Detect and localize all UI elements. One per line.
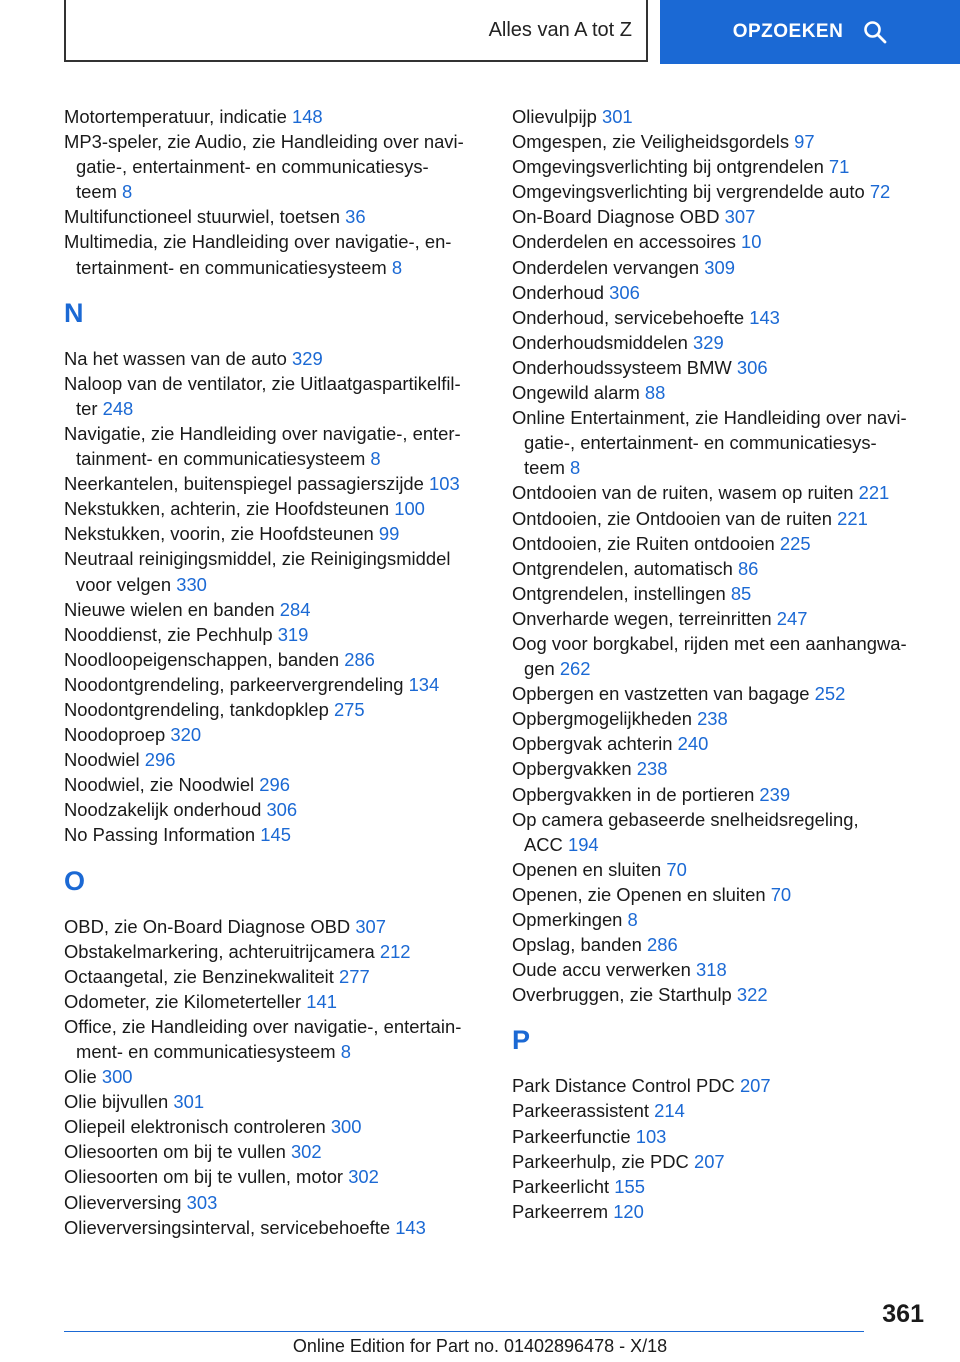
index-entry [512, 531, 932, 556]
index-entry-text: Park Distance Control PDC [512, 1075, 735, 1097]
index-entry [512, 706, 932, 731]
index-entry [64, 939, 484, 964]
tab-a-to-z[interactable] [64, 0, 648, 62]
page-reference-link[interactable]: 70 [770, 883, 792, 905]
index-entry [512, 1098, 932, 1123]
index-entry [512, 129, 932, 154]
page-reference-link[interactable]: 143 [749, 306, 780, 328]
index-entry-text: Opmerkingen [512, 909, 623, 930]
index-entry [64, 546, 484, 596]
page-reference-link[interactable]: 301 [601, 106, 633, 127]
page-reference-link[interactable]: 238 [636, 758, 668, 780]
page-reference-link[interactable]: 306 [266, 799, 298, 821]
page-reference-link[interactable]: 307 [355, 915, 387, 937]
page-reference-link[interactable]: 8 [122, 181, 133, 203]
index-entry-text: Parkeerhulp, zie PDC [512, 1150, 689, 1172]
index-entry [64, 722, 484, 747]
index-entry [512, 480, 932, 505]
page-reference-link[interactable]: 239 [759, 783, 791, 805]
page-reference-link[interactable]: 300 [330, 1116, 362, 1138]
index-entry [512, 907, 932, 932]
page-reference-link[interactable]: 277 [339, 965, 370, 987]
search-button[interactable] [660, 0, 960, 64]
index-entry [512, 556, 932, 581]
page-number: 361 [882, 1300, 924, 1328]
index-entry-text: Noodoproep [64, 724, 166, 746]
index-column-left [64, 104, 484, 1240]
index-entry-text: Naloop van de ventilator, zie Uitlaatgaspartikelfil- [64, 372, 461, 394]
page-reference-link[interactable]: 70 [666, 858, 687, 880]
index-entry-text: No Passing Information [64, 824, 256, 846]
index-entry [64, 1014, 484, 1064]
page-reference-link[interactable]: 319 [277, 623, 309, 645]
index-entry [512, 631, 932, 681]
index-entry-text: Onderhoud, servicebehoefte [512, 306, 745, 328]
index-entry [64, 229, 484, 279]
index-entry-text: Overbruggen, zie Starthulp [512, 984, 732, 1006]
index-entry [512, 882, 932, 907]
index-entry-text: ter [76, 397, 98, 419]
index-entry-text: Olieverversing [64, 1191, 182, 1213]
index-entry [512, 606, 932, 631]
index-entry-text: Noodwiel, zie Noodwiel [64, 774, 255, 796]
index-entry-text: Olievulpijp [512, 106, 597, 127]
index-entry-text: Onderhoudsmiddelen [512, 331, 688, 353]
index-entry [64, 421, 484, 471]
page-reference-link[interactable]: 284 [279, 598, 311, 620]
page-reference-link[interactable]: 88 [644, 382, 666, 404]
footer-divider [64, 1331, 864, 1332]
index-entry-text: Omgevingsverlichting bij ontgrendelen [512, 156, 824, 178]
index-entry [512, 204, 932, 229]
page-reference-link[interactable]: 155 [614, 1175, 645, 1197]
index-letter-heading: N [64, 297, 84, 328]
index-entry [64, 346, 484, 371]
index-entry [64, 797, 484, 822]
index-entry-text: Noodzakelijk onderhoud [64, 799, 262, 821]
page-reference-link[interactable]: 207 [739, 1075, 771, 1097]
index-entry [512, 1073, 932, 1098]
index-entry [64, 129, 484, 204]
index-entry [512, 104, 932, 129]
index-entry [512, 957, 932, 982]
index-entry-text: gen [524, 658, 555, 680]
index-entry-text: Parkeerassistent [512, 1100, 649, 1122]
index-entry-text: Odometer, zie Kilometerteller [64, 990, 302, 1012]
index-entry-text: Oliesoorten om bij te vullen, motor [64, 1166, 344, 1188]
index-entry-text: teem [524, 457, 565, 479]
page-reference-link[interactable]: 86 [737, 557, 759, 579]
tab-a-to-z-label: Alles van A tot Z [488, 18, 632, 41]
index-entry-text: Ontdooien van de ruiten, wasem op ruiten [512, 482, 854, 504]
index-entry-text: Nekstukken, achterin, zie Hoofdsteunen [64, 498, 390, 520]
index-entry-text: Nekstukken, voorin, zie Hoofdsteunen [64, 523, 374, 545]
index-entry-text: Opslag, banden [512, 934, 642, 956]
index-entry-text: Opbergmogelijkheden [512, 708, 692, 730]
index-entry-text: Openen en sluiten [512, 858, 662, 880]
index-entry-text: Openen, zie Openen en sluiten [512, 883, 766, 905]
index-entry-text: ACC [524, 833, 563, 855]
index-entry [512, 355, 932, 380]
page-reference-link[interactable]: 302 [290, 1141, 322, 1163]
index-entry-text: On-Board Diagnose OBD [512, 206, 720, 228]
page-reference-link[interactable]: 148 [291, 106, 323, 127]
index-entry-text: gatie-, entertainment- en communicatiesys- [524, 432, 877, 454]
page-reference-link[interactable]: 286 [344, 648, 375, 670]
page-reference-link[interactable]: 307 [724, 206, 756, 228]
page-reference-link[interactable]: 303 [186, 1191, 218, 1213]
page-reference-link[interactable]: 207 [693, 1150, 725, 1172]
index-entry [512, 1149, 932, 1174]
index-entry-text: Oog voor borgkabel, rijden met een aanhangwa- [512, 632, 907, 654]
index-entry [512, 380, 932, 405]
page-reference-link[interactable]: 252 [814, 683, 846, 705]
page-reference-link[interactable]: 240 [677, 733, 709, 755]
page-reference-link[interactable]: 238 [697, 708, 728, 730]
index-entry [512, 179, 932, 204]
page-reference-link[interactable]: 221 [837, 507, 868, 529]
index-entry [64, 104, 484, 129]
index-entry-text: Parkeerrem [512, 1200, 609, 1222]
search-button-label: OPZOEKEN [732, 21, 844, 42]
page-reference-link[interactable]: 103 [635, 1125, 667, 1147]
index-entry-text: Noodontgrendeling, parkeervergrendeling [64, 673, 404, 695]
index-entry-text: Noodontgrendeling, tankdopklep [64, 698, 329, 720]
page-reference-link[interactable]: 8 [370, 448, 381, 470]
index-entry [512, 932, 932, 957]
index-entry-text: Noodwiel [64, 749, 140, 771]
index-entry [512, 681, 932, 706]
index-entry [64, 204, 484, 229]
index-entry [64, 1139, 484, 1164]
index-entry-text: Ongewild alarm [512, 382, 640, 404]
page-reference-link[interactable]: 318 [696, 959, 727, 981]
index-entry [64, 1190, 484, 1215]
index-entry-text: Nooddienst, zie Pechhulp [64, 623, 273, 645]
index-entry-text: Olie bijvullen [64, 1091, 169, 1113]
index-entry-text: Onverharde wegen, terreinritten [512, 607, 772, 629]
page-reference-link[interactable]: 309 [704, 256, 735, 278]
index-letter-heading: P [512, 1025, 531, 1056]
index-entry-text: Navigatie, zie Handleiding over navigatie-, enter- [64, 422, 461, 444]
index-entry [64, 989, 484, 1014]
page-reference-link[interactable]: 212 [379, 940, 411, 962]
index-entry [512, 756, 932, 781]
index-entry [512, 405, 932, 480]
index-entry-text: Onderhoudssysteem BMW [512, 356, 732, 378]
index-entry-text: Oliepeil elektronisch controleren [64, 1116, 326, 1138]
index-entry [64, 647, 484, 672]
index-entry [64, 1064, 484, 1089]
page-reference-link[interactable]: 296 [259, 774, 290, 796]
index-entry [64, 597, 484, 622]
page-reference-link[interactable]: 8 [627, 909, 638, 930]
index-entry [64, 1114, 484, 1139]
index-entry-text: Opbergvakken in de portieren [512, 783, 755, 805]
index-entry-text: tertainment- en communicatiesysteem [76, 256, 387, 278]
index-entry-text: Parkeerfunctie [512, 1125, 631, 1147]
index-entry [512, 1124, 932, 1149]
index-entry-text: Opbergvakken [512, 758, 632, 780]
index-entry-text: Online Entertainment, zie Handleiding over navi- [512, 407, 907, 429]
page-reference-link[interactable]: 302 [348, 1166, 379, 1188]
page-reference-link[interactable]: 103 [429, 473, 460, 495]
index-entry [512, 305, 932, 330]
index-entry [64, 496, 484, 521]
page-reference-link[interactable]: 262 [559, 658, 591, 680]
index-entry [64, 772, 484, 797]
page-reference-link[interactable]: 141 [306, 990, 337, 1012]
index-entry [64, 622, 484, 647]
index-entry [64, 822, 484, 847]
index-entry-text: voor velgen [76, 573, 172, 595]
page-reference-link[interactable]: 145 [260, 824, 291, 846]
page-reference-link[interactable]: 322 [736, 984, 768, 1006]
index-entry-text: Olie [64, 1066, 97, 1088]
index-entry-text: Opbergvak achterin [512, 733, 673, 755]
index-entry [512, 229, 932, 254]
index-entry [64, 1164, 484, 1189]
index-entry-text: Op camera gebaseerde snelheidsregeling, [512, 808, 859, 830]
index-entry-text: Octaangetal, zie Benzinekwaliteit [64, 965, 334, 987]
header-bar [0, 0, 960, 66]
index-entry-text: Nieuwe wielen en banden [64, 598, 275, 620]
index-entry [64, 672, 484, 697]
index-entry-text: tainment- en communicatiesysteem [76, 448, 366, 470]
page-reference-link[interactable]: 120 [613, 1200, 644, 1222]
index-entry [64, 1215, 484, 1240]
index-entry [512, 581, 932, 606]
index-entry [512, 782, 932, 807]
page-reference-link[interactable]: 8 [570, 457, 581, 479]
index-entry-text: Onderdelen en accessoires [512, 231, 736, 253]
page-reference-link[interactable]: 143 [395, 1216, 426, 1238]
index-entry-text: Ontdooien, zie Ruiten ontdooien [512, 532, 775, 554]
page-reference-link[interactable]: 306 [609, 281, 640, 303]
index-entry-text: Multimedia, zie Handleiding over navigatie-, en- [64, 231, 452, 253]
index-entry-text: Oude accu verwerken [512, 959, 691, 981]
index-entry [64, 964, 484, 989]
page-reference-link[interactable]: 329 [692, 331, 724, 353]
page-reference-link[interactable]: 275 [333, 698, 365, 720]
search-icon [863, 20, 887, 44]
page-reference-link[interactable]: 71 [828, 156, 850, 178]
index-entry-text: Omgespen, zie Veiligheidsgordels [512, 131, 790, 153]
index-entry [512, 731, 932, 756]
page-reference-link[interactable]: 97 [794, 131, 815, 153]
page-reference-link[interactable]: 225 [779, 532, 811, 554]
index-entry-text: Ontgrendelen, instellingen [512, 582, 726, 604]
page-reference-link[interactable]: 306 [736, 356, 768, 378]
index-entry [64, 914, 484, 939]
index-entry-text: Opbergen en vastzetten van bagage [512, 683, 810, 705]
index-entry [512, 1199, 932, 1224]
page-reference-link[interactable]: 134 [408, 673, 440, 695]
page-reference-link[interactable]: 100 [394, 498, 425, 520]
index-entry-text: gatie-, entertainment- en communicatiesys- [76, 156, 429, 178]
index-entry [512, 857, 932, 882]
index-entry-text: Onderhoud [512, 281, 605, 303]
index-entry [512, 506, 932, 531]
index-entry-text: Onderdelen vervangen [512, 256, 700, 278]
page-reference-link[interactable]: 320 [170, 724, 202, 746]
index-entry-text: Neerkantelen, buitenspiegel passagierszijde [64, 473, 424, 495]
index-entry [512, 280, 932, 305]
index-entry-text: Ontgrendelen, automatisch [512, 557, 733, 579]
page-reference-link[interactable]: 300 [101, 1066, 133, 1088]
index-entry-text: Na het wassen van de auto [64, 347, 287, 369]
page-reference-link[interactable]: 214 [654, 1100, 685, 1122]
page-reference-link[interactable]: 330 [176, 573, 207, 595]
index-entry-text: Ontdooien, zie Ontdooien van de ruiten [512, 507, 833, 529]
page-reference-link[interactable]: 8 [391, 256, 403, 278]
page-reference-link[interactable]: 301 [173, 1091, 205, 1113]
page-reference-link[interactable]: 36 [345, 206, 366, 228]
index-entry-text: OBD, zie On-Board Diagnose OBD [64, 915, 351, 937]
index-column-right [512, 104, 932, 1224]
page-reference-link[interactable]: 194 [567, 833, 599, 855]
index-entry [512, 255, 932, 280]
page-reference-link[interactable]: 248 [102, 397, 134, 419]
index-entry-text: teem [76, 181, 117, 203]
index-entry-text: Neutraal reinigingsmiddel, zie Reinigingsmiddel [64, 548, 451, 570]
index-entry-text: MP3-speler, zie Audio, zie Handleiding over navi- [64, 131, 464, 153]
page-reference-link[interactable]: 72 [869, 181, 891, 203]
page-reference-link[interactable]: 286 [646, 934, 678, 956]
index-entry-text: Oliesoorten om bij te vullen [64, 1141, 286, 1163]
page-reference-link[interactable]: 8 [340, 1041, 351, 1062]
index-entry [64, 1089, 484, 1114]
page-reference-link[interactable]: 10 [741, 231, 762, 253]
page-reference-link[interactable]: 99 [378, 523, 400, 545]
index-entry-text: Olieverversingsinterval, servicebehoefte [64, 1216, 391, 1238]
index-entry [64, 747, 484, 772]
index-entry [64, 471, 484, 496]
index-letter-heading: O [64, 865, 86, 896]
page-reference-link[interactable]: 329 [292, 347, 323, 369]
index-entry-text: Obstakelmarkering, achteruitrijcamera [64, 940, 375, 962]
index-entry [64, 371, 484, 421]
index-entry-text: Office, zie Handleiding over navigatie-, entertain- [64, 1015, 462, 1037]
index-entry [64, 697, 484, 722]
index-entry-text: Omgevingsverlichting bij vergrendelde auto [512, 181, 865, 203]
index-entry-text: Motortemperatuur, indicatie [64, 106, 287, 127]
index-entry [64, 521, 484, 546]
footer-edition-text: Online Edition for Part no. 01402896478 - X/18 [292, 1336, 668, 1356]
page-reference-link[interactable]: 247 [776, 607, 808, 629]
index-entry-text: ment- en communicatiesysteem [76, 1041, 336, 1062]
index-entry-text: Multifunctioneel stuurwiel, toetsen [64, 206, 341, 228]
index-entry [512, 1174, 932, 1199]
index-entry-text: Parkeerlicht [512, 1175, 610, 1197]
index-entry [512, 330, 932, 355]
page-reference-link[interactable]: 296 [144, 749, 176, 771]
index-entry [512, 154, 932, 179]
index-entry [512, 807, 932, 857]
page-reference-link[interactable]: 85 [730, 582, 752, 604]
page-reference-link[interactable]: 221 [858, 482, 890, 504]
index-entry-text: Noodloopeigenschappen, banden [64, 648, 340, 670]
index-entry [512, 982, 932, 1007]
